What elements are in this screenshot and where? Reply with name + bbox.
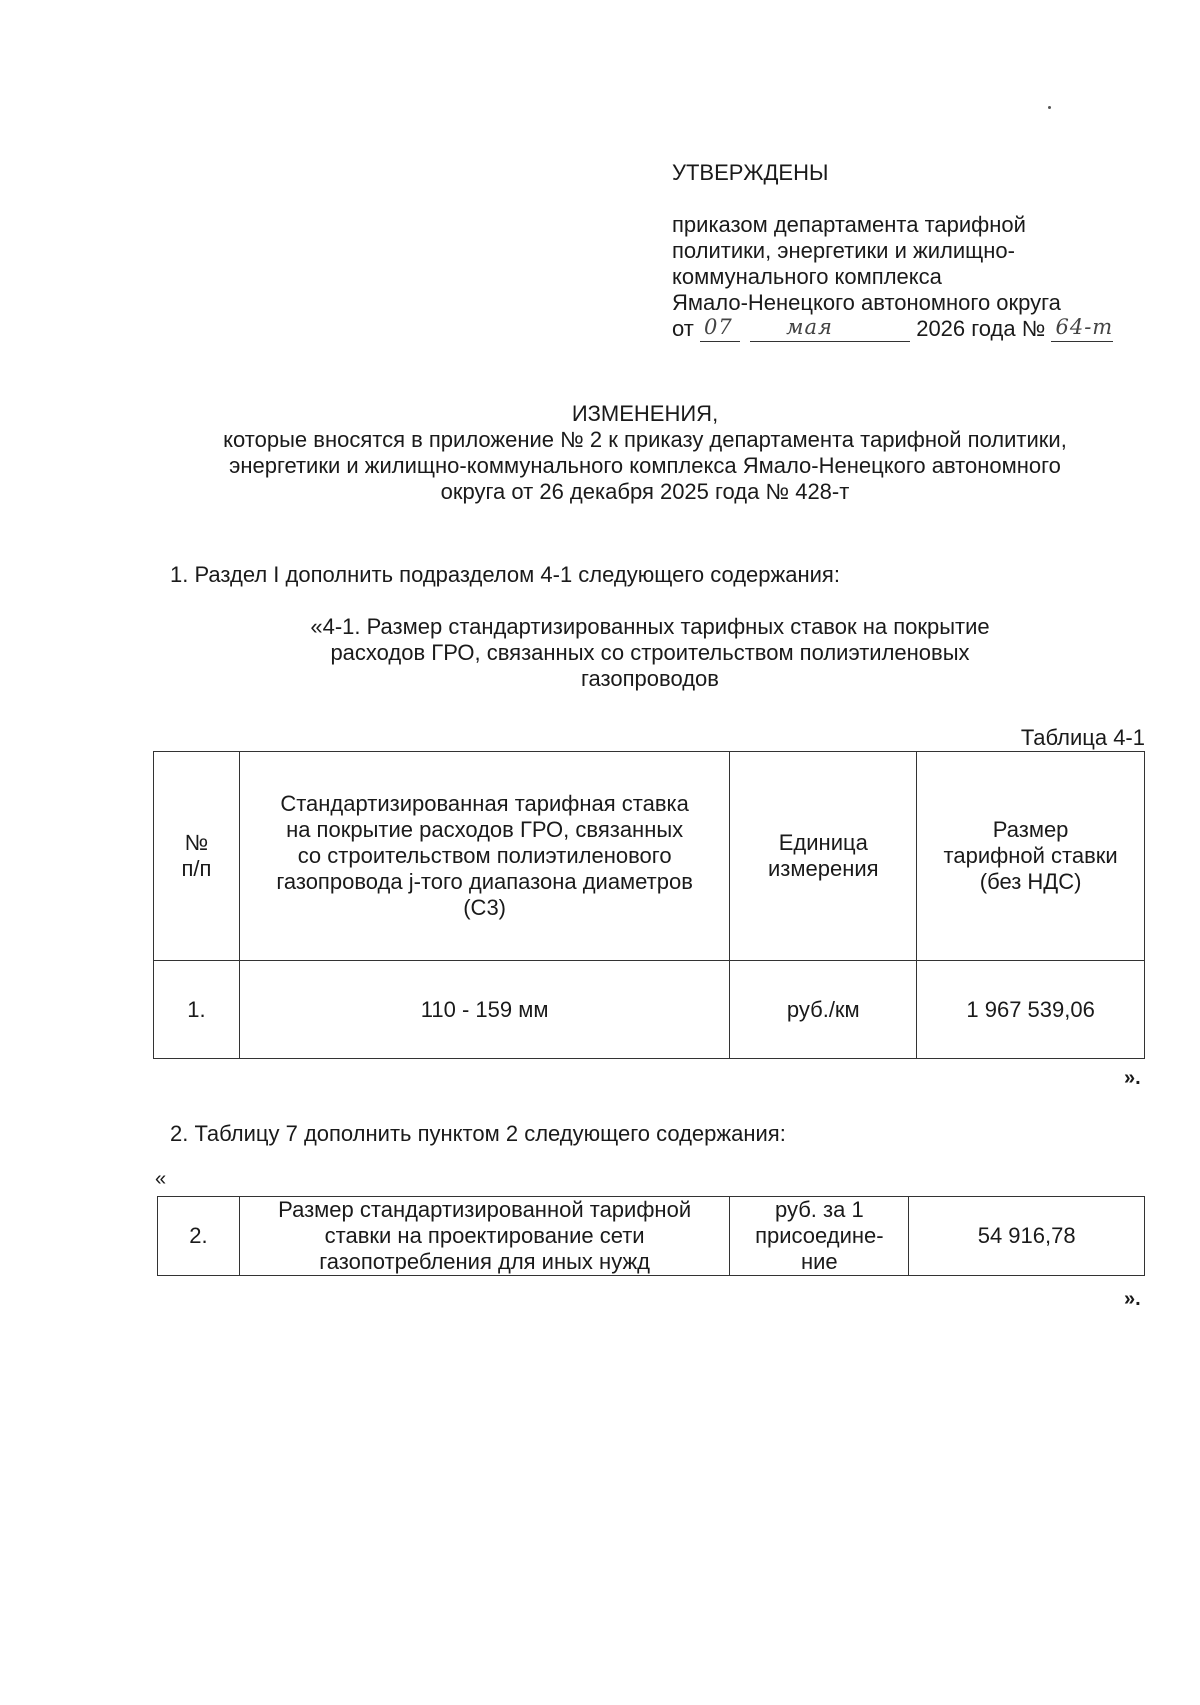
heading-line: округа от 26 декабря 2025 года № 428-т — [440, 479, 850, 504]
approval-line: политики, энергетики и жилищно- — [672, 238, 1015, 263]
tariff-table-4-1 — [153, 751, 1145, 1059]
table-caption: Таблица 4-1 — [1020, 725, 1145, 750]
approval-date-line — [672, 316, 1152, 342]
cell-number: 2. — [158, 1197, 240, 1276]
cell-value: 54 916,78 — [909, 1197, 1145, 1276]
table-7-row-2 — [157, 1196, 1145, 1276]
subtitle-line: «4-1. Размер стандартизированных тарифных ставок на покрытие — [310, 614, 990, 639]
opening-quote: « — [155, 1168, 167, 1190]
cell-number: 1. — [154, 961, 240, 1059]
closing-quote: ». — [1124, 1288, 1141, 1310]
scan-speck — [1048, 106, 1051, 109]
heading-line: энергетики и жилищно-коммунального комплекса Ямало-Ненецкого автономного — [229, 453, 1061, 478]
handwritten-order-number: 64-т — [1051, 317, 1113, 342]
cell-value: 1 967 539,06 — [917, 961, 1145, 1059]
section2-text: 2. Таблицу 7 дополнить пунктом 2 следующего содержания: — [170, 1121, 786, 1146]
header-rate-value: Размер тарифной ставки (без НДС) — [917, 752, 1145, 961]
handwritten-day: 07 — [700, 317, 740, 342]
subtitle-line: газопроводов — [581, 666, 719, 691]
document-heading — [150, 401, 1140, 505]
section1-text: 1. Раздел I дополнить подразделом 4-1 следующего содержания: — [170, 562, 840, 587]
approval-block — [672, 160, 1152, 342]
section1-subtitle — [260, 614, 1040, 692]
approval-line: Ямало-Ненецкого автономного округа — [672, 290, 1061, 315]
header-number: № п/п — [154, 752, 240, 961]
header-unit: Единица измерения — [730, 752, 917, 961]
approval-line: приказом департамента тарифной — [672, 212, 1026, 237]
cell-rate-name: Размер стандартизированной тарифной ставки на проектирование сети газопотребления для иных нужд — [239, 1197, 729, 1276]
table-header-row — [154, 752, 1145, 961]
cell-diameter-range: 110 - 159 мм — [239, 961, 729, 1059]
date-prefix: от — [672, 316, 694, 341]
heading-title: ИЗМЕНЕНИЯ, — [571, 401, 719, 426]
header-rate-name: Стандартизированная тарифная ставка на покрытие расходов ГРО, связанных со строительством полиэтиленового газопровода j-того диапазона диаметров (С3) — [239, 752, 729, 961]
table-row — [158, 1197, 1145, 1276]
cell-unit: руб./км — [730, 961, 917, 1059]
cell-unit: руб. за 1 присоедине- ние — [730, 1197, 909, 1276]
heading-line: которые вносятся в приложение № 2 к приказу департамента тарифной политики, — [223, 427, 1067, 452]
subtitle-line: расходов ГРО, связанных со строительством полиэтиленовых — [330, 640, 970, 665]
approval-line: коммунального комплекса — [672, 264, 942, 289]
handwritten-month: мая — [750, 317, 910, 342]
closing-quote: ». — [1124, 1067, 1141, 1089]
date-year-text: 2026 года № — [916, 316, 1046, 341]
table-row — [154, 961, 1145, 1059]
approval-title: УТВЕРЖДЕНЫ — [672, 160, 829, 185]
